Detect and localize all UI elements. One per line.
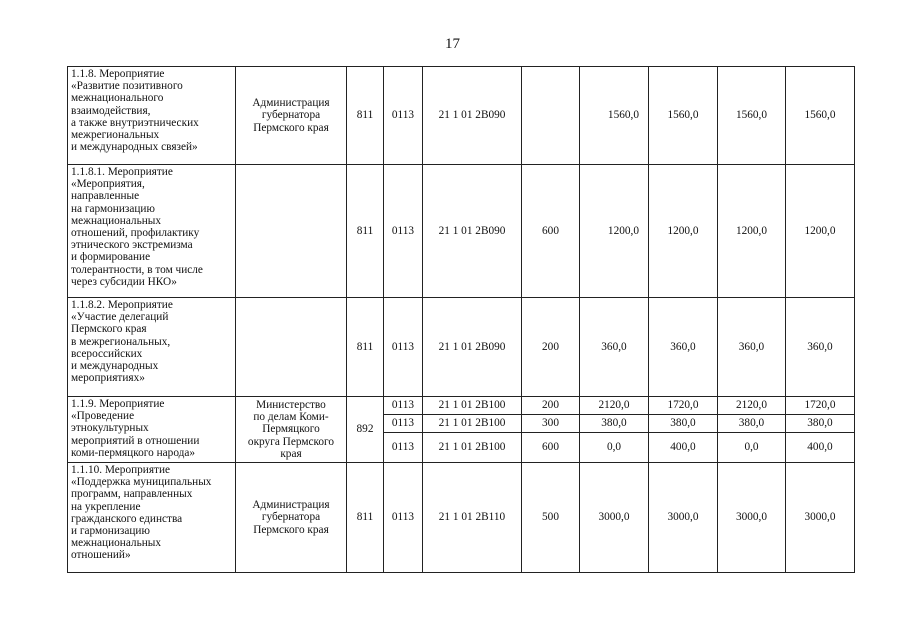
amount-cell: 3000,0 (649, 463, 718, 573)
amount-cell: 3000,0 (718, 463, 786, 573)
activity-name-cell: 1.1.9. Мероприятие «Проведение этнокультурных мероприятий в отношении коми-пермяцкого народа» (68, 397, 236, 463)
amount-cell: 2120,0 (718, 397, 786, 415)
activity-name-cell: 1.1.10. Мероприятие «Поддержка муниципальных программ, направленных на укрепление гражданского единства и гармонизацию межнациональных отношений» (68, 463, 236, 573)
activity-name-cell: 1.1.8. Мероприятие «Развитие позитивного межнационального взаимодействия, а также внутриэтнических межрегиональных и международных связей» (68, 67, 236, 165)
grbs-cell: 892 (347, 397, 384, 463)
amount-cell: 360,0 (718, 298, 786, 397)
section-cell: 0113 (384, 433, 423, 463)
target-article-cell: 21 1 01 2В090 (423, 165, 522, 298)
executor-cell: Администрация губернатора Пермского края (236, 67, 347, 165)
amount-cell: 360,0 (580, 298, 649, 397)
section-cell: 0113 (384, 415, 423, 433)
expense-type-cell: 500 (522, 463, 580, 573)
amount-cell: 0,0 (718, 433, 786, 463)
amount-cell: 1560,0 (649, 67, 718, 165)
amount-cell: 380,0 (718, 415, 786, 433)
table-row (68, 67, 855, 165)
amount-cell: 1560,0 (718, 67, 786, 165)
executor-cell (236, 165, 347, 298)
section-cell: 0113 (384, 463, 423, 573)
amount-cell: 1200,0 (718, 165, 786, 298)
amount-cell: 400,0 (649, 433, 718, 463)
amount-cell: 380,0 (649, 415, 718, 433)
amount-cell: 360,0 (649, 298, 718, 397)
section-cell: 0113 (384, 67, 423, 165)
amount-cell: 1560,0 (786, 67, 855, 165)
activity-name-cell: 1.1.8.1. Мероприятие «Мероприятия, направленные на гармонизацию межнациональных отношений, профилактику этнического экстремизма и формирование толерантности, в том числе через субсидии НКО» (68, 165, 236, 298)
expense-type-cell: 200 (522, 298, 580, 397)
expense-type-cell: 200 (522, 397, 580, 415)
amount-cell: 3000,0 (786, 463, 855, 573)
amount-cell: 1200,0 (786, 165, 855, 298)
section-cell: 0113 (384, 298, 423, 397)
page-number: 17 (445, 36, 460, 52)
section-cell: 0113 (384, 397, 423, 415)
amount-cell: 360,0 (786, 298, 855, 397)
table-row (68, 165, 855, 298)
target-article-cell: 21 1 01 2В090 (423, 298, 522, 397)
amount-cell: 380,0 (786, 415, 855, 433)
amount-cell: 1720,0 (786, 397, 855, 415)
table-row (68, 463, 855, 573)
target-article-cell: 21 1 01 2В100 (423, 397, 522, 415)
amount-cell: 1560,0 (580, 67, 649, 165)
activity-name-cell: 1.1.8.2. Мероприятие «Участие делегаций Пермского края в межрегиональных, всероссийских и международных мероприятиях» (68, 298, 236, 397)
target-article-cell: 21 1 01 2В100 (423, 415, 522, 433)
amount-cell: 400,0 (786, 433, 855, 463)
amount-cell: 1720,0 (649, 397, 718, 415)
expense-type-cell: 300 (522, 415, 580, 433)
executor-cell: Министерство по делам Коми- Пермяцкого округа Пермского края (236, 397, 347, 463)
grbs-cell: 811 (347, 67, 384, 165)
expense-type-cell: 600 (522, 433, 580, 463)
amount-cell: 2120,0 (580, 397, 649, 415)
target-article-cell: 21 1 01 2В090 (423, 67, 522, 165)
target-article-cell: 21 1 01 2В100 (423, 433, 522, 463)
amount-cell: 0,0 (580, 433, 649, 463)
executor-cell (236, 298, 347, 397)
amount-cell: 380,0 (580, 415, 649, 433)
section-cell: 0113 (384, 165, 423, 298)
amount-cell: 1200,0 (580, 165, 649, 298)
grbs-cell: 811 (347, 298, 384, 397)
amount-cell: 3000,0 (580, 463, 649, 573)
grbs-cell: 811 (347, 463, 384, 573)
executor-cell: Администрация губернатора Пермского края (236, 463, 347, 573)
expense-type-cell: 600 (522, 165, 580, 298)
grbs-cell: 811 (347, 165, 384, 298)
amount-cell: 1200,0 (649, 165, 718, 298)
table-row (68, 397, 855, 415)
budget-table (67, 66, 855, 573)
target-article-cell: 21 1 01 2В110 (423, 463, 522, 573)
expense-type-cell (522, 67, 580, 165)
table-row (68, 298, 855, 397)
